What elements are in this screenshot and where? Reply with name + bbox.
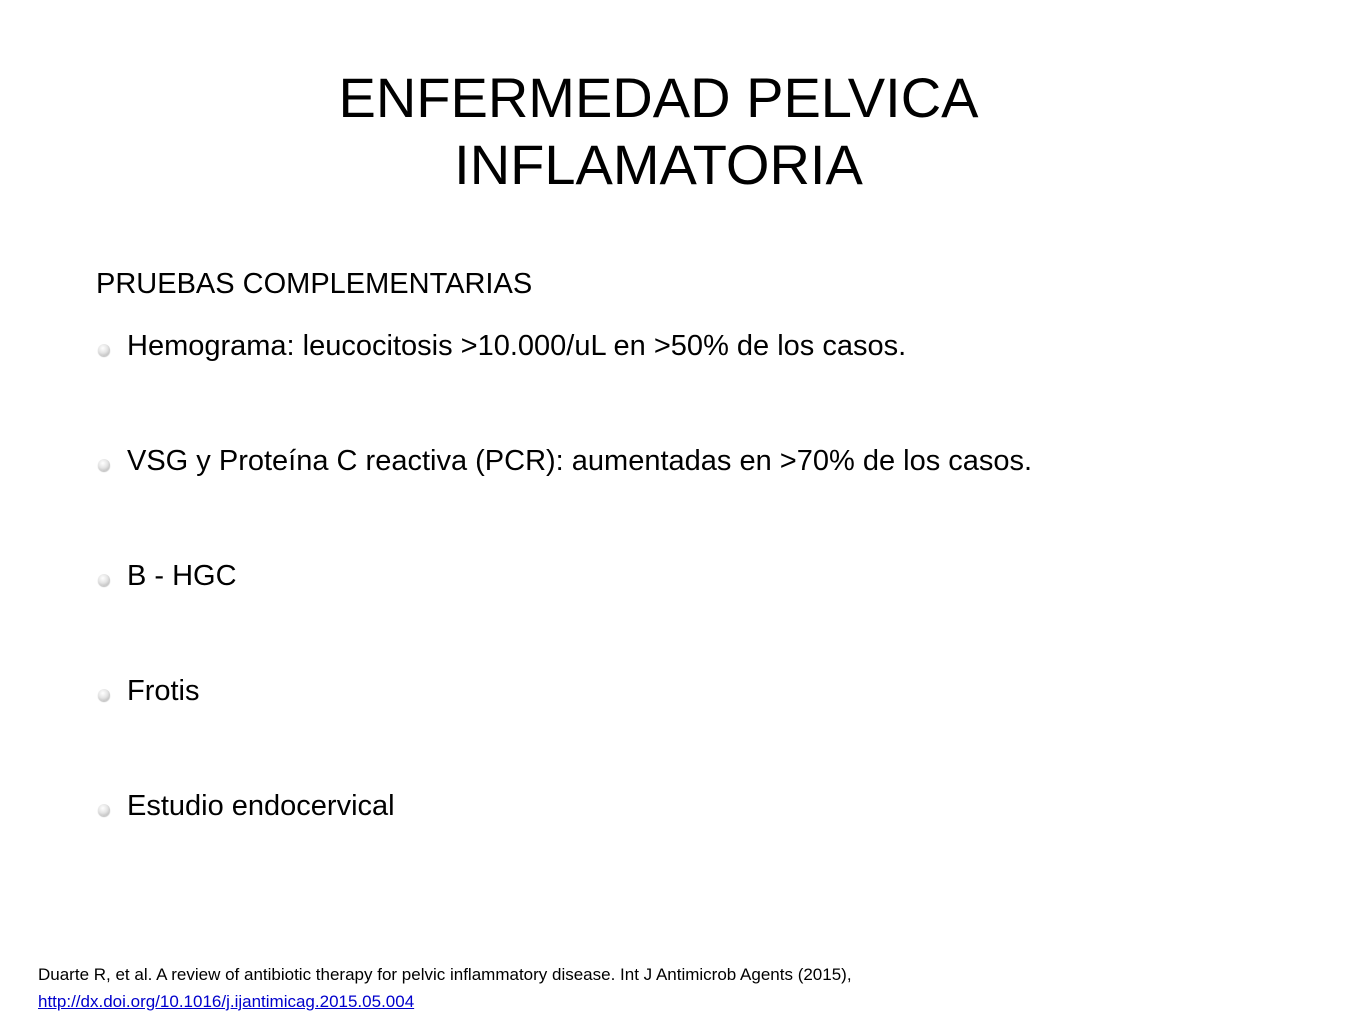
round-bullet-icon bbox=[98, 459, 110, 471]
reference-doi-link[interactable]: http://dx.doi.org/10.1016/j.ijantimicag.2015.05.004 bbox=[38, 992, 415, 1011]
round-bullet-icon bbox=[98, 804, 110, 816]
bullet-text: VSG y Proteína C reactiva (PCR): aumentadas en >70% de los casos. bbox=[127, 445, 1033, 477]
section-heading: PRUEBAS COMPLEMENTARIAS bbox=[96, 268, 533, 300]
reference-citation bbox=[38, 961, 852, 1015]
bullet-text: Frotis bbox=[127, 675, 200, 707]
slide-title-line-2: INFLAMATORIA bbox=[454, 133, 863, 196]
round-bullet-icon bbox=[98, 344, 110, 356]
bullet-text: B - HGC bbox=[127, 560, 237, 592]
slide-title-line-1: ENFERMEDAD PELVICA bbox=[338, 66, 979, 129]
bullet-text: Hemograma: leucocitosis >10.000/uL en >50% de los casos. bbox=[127, 330, 907, 362]
reference-text: Duarte R, et al. A review of antibiotic therapy for pelvic inflammatory disease. Int J Antimicrob Agents (2015), bbox=[38, 965, 852, 984]
slide-title bbox=[0, 64, 1317, 198]
round-bullet-icon bbox=[98, 689, 110, 701]
bullet-text: Estudio endocervical bbox=[127, 790, 395, 822]
round-bullet-icon bbox=[98, 574, 110, 586]
